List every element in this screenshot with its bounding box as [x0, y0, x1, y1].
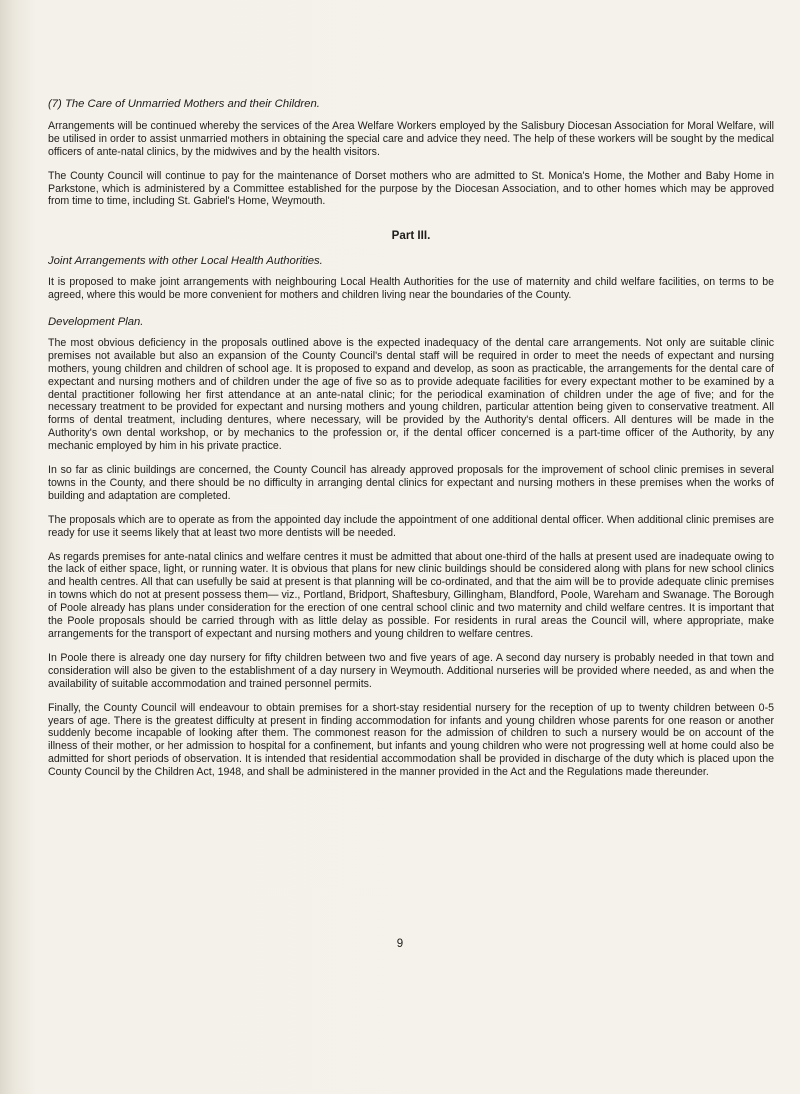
- joint-arrangements-paragraph: It is proposed to make joint arrangements with neighbouring Local Health Authorities for the use of maternity and child welfare facilities, on terms to be agreed, where this would be more convenient for mothers and children living near the boundaries of the County.: [48, 276, 774, 302]
- joint-arrangements-heading: Joint Arrangements with other Local Health Authorities.: [48, 255, 323, 268]
- page-content: [48, 98, 774, 790]
- section-7-heading: (7) The Care of Unmarried Mothers and their Children.: [48, 98, 320, 110]
- development-plan-paragraph-1: The most obvious deficiency in the proposals outlined above is the expected inadequacy of the dental care arrangements. Not only are suitable clinic premises not available but also an expansion of the County Council's dental staff will be required in order to meet the needs of expectant and nursing mothers, young children and children of school age. It is proposed to expand and develop, as soon as practicable, the arrangements for the dental care of expectant and nursing mothers and of children under the age of five so as to provide adequate facilities for every expectant mother to be examined by a dental practitioner following her first attendance at an ante-natal clinic; for the periodical examination of children under the age of five; and for the necessary treatment to be provided for expectant and nursing mothers and young children, particular attention being given to conservative treatment. All forms of dental treatment, including dentures, where necessary, will be provided by the Authority's dental officers. All dentures will be made in the Authority's own dental workshop, or by mechanics to the profession or, if the dental officer concerned is a part-time officer of the Authority, by any mechanic employed by him in his private practice.: [48, 336, 774, 453]
- development-plan-paragraph-3: The proposals which are to operate as from the appointed day include the appointment of one additional dental officer. When additional clinic premises are ready for use it seems likely that at least two more dentists will be needed.: [48, 513, 774, 539]
- development-plan-paragraph-4: As regards premises for ante-natal clinics and welfare centres it must be admitted that about one-third of the halls at present used are inadequate owing to the lack of either space, light, or running water. It is obvious that plans for new clinic buildings should be considered along with plans for new school clinics and health centres. All that can usefully be said at present is that planning will be co-ordinated, and that the aim will be to provide adequate clinic premises in towns which do not at present possess them— viz., Portland, Bridport, Shaftesbury, Gillingham, Blandford, Poole, Wareham and Swanage. The Borough of Poole already has plans under consideration for the erection of one central school clinic and two maternity and child welfare centres. It is important that the Poole proposals should be carried through with as little delay as possible. For residents in rural areas the Council will, where appropriate, make arrangements for the transport of expectant and nursing mothers and young children to welfare centres.: [48, 550, 774, 640]
- section-7-paragraph-2: The County Council will continue to pay for the maintenance of Dorset mothers who are admitted to St. Monica's Home, the Mother and Baby Home in Parkstone, which is administered by a Committee established for the purpose by the Diocesan Association, and to other homes which may be approved from time to time, including St. Gabriel's Home, Weymouth.: [48, 169, 774, 208]
- part-3-heading: Part III.: [391, 229, 431, 243]
- section-7-paragraph-1: Arrangements will be continued whereby the services of the Area Welfare Workers employed by the Salisbury Diocesan Association for Moral Welfare, will be utilised in order to assist unmarried mothers in obtaining the special care and advice they need. The help of these workers will be sought by the medical officers of ante-natal clinics, by the midwives and by the health visitors.: [48, 119, 774, 158]
- development-plan-paragraph-6: Finally, the County Council will endeavour to obtain premises for a short-stay residential nursery for the reception of up to twenty children between 0-5 years of age. There is the greatest difficulty at present in finding accommodation for infants and young children whose parents for one reason or another suddenly become incapable of looking after them. The commonest reason for the admission of children to such a nursery would be on account of the illness of their mother, or her admission to hospital for a confinement, but infants and young children who were not progressing well at home could also be admitted for short periods of observation. It is intended that residential accommodation shall be provided in discharge of the duty which is placed upon the County Council by the Children Act, 1948, and shall be administered in the manner provided in the Act and the Regulations made thereunder.: [48, 701, 774, 779]
- development-plan-heading: Development Plan.: [48, 315, 144, 328]
- development-plan-paragraph-2: In so far as clinic buildings are concerned, the County Council has already approved proposals for the improvement of school clinic premises in several towns in the County, and there should be no difficulty in arranging dental clinics for expectant and nursing mothers in these premises when the works of building and adaptation are completed.: [48, 464, 774, 502]
- page-number: 9: [396, 938, 404, 950]
- development-plan-paragraph-5: In Poole there is already one day nursery for fifty children between two and five years of age. A second day nursery is probably needed in that town and consideration will also be given to the establishment of a day nursery in Weymouth. Additional nurseries will be provided where needed, as and when the availability of suitable accommodation and trained personnel permits.: [48, 651, 774, 690]
